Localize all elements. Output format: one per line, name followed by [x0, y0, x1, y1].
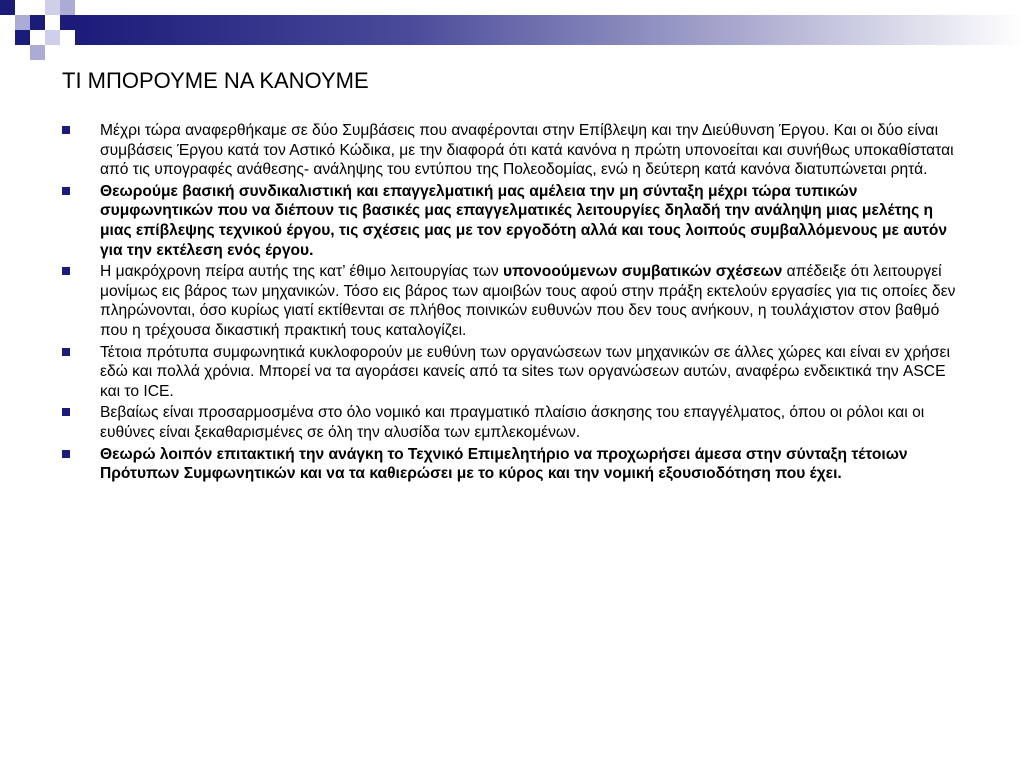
bullet-item — [62, 121, 967, 180]
header-square-decoration — [15, 15, 30, 30]
header-square-decoration — [45, 0, 60, 15]
bullet-text-emphasis: υπονοούμενων συμβατικών σχέσεων — [503, 263, 783, 281]
bullet-square-icon — [62, 267, 70, 275]
bullet-text: Τέτοια πρότυπα συμφωνητικά κυκλοφορούν με ευθύνη των οργανώσεων των μηχανικών σε άλλες χώρες και είναι εν χρήσει εδώ και πολλά χρόνια. Μπορεί να τα αγοράσει κανείς από τα sites των οργανώσεων αυτών, αναφέρω ενδεικτικά την ASCE και το ICE. — [100, 343, 950, 400]
bullet-list — [62, 121, 967, 486]
bullet-item — [62, 445, 967, 484]
header-square-decoration — [15, 30, 30, 45]
slide-title: ΤΙ ΜΠΟΡΟΥΜΕ ΝΑ ΚΑΝΟΥΜΕ — [62, 68, 369, 93]
bullet-square-icon — [62, 348, 70, 356]
bullet-square-icon — [62, 450, 70, 458]
bullet-item — [62, 262, 967, 340]
header-square-decoration — [30, 45, 45, 60]
bullet-text: Βεβαίως είναι προσαρμοσμένα στο όλο νομικό και πραγματικό πλαίσιο άσκησης του επαγγέλματος, όπου οι ρόλοι και οι ευθύνες είναι ξεκαθαρισμένες σε όλη την αλυσίδα των εμπλεκομένων. — [100, 404, 925, 441]
header-square-decoration — [60, 0, 75, 15]
bullet-text: Μέχρι τώρα αναφερθήκαμε σε δύο Συμβάσεις που αναφέρονται στην Επίβλεψη και την Διεύθυνση Έργου. Και οι δύο είναι συμβάσεις Έργου κατά τον Αστικό Κώδικα, με την διαφορά ότι κατά κανόνα η πρώτη υπονοείται και συνήθως υποκαθίσταται από τις υπογραφές ανάθεσης- ανάληψης του εντύπου της Πολεοδομίας, ενώ η δεύτερη κατά κανόνα διατυπώνεται ρητά. — [100, 122, 954, 179]
bullet-item — [62, 343, 967, 402]
header-square-decoration — [30, 15, 45, 30]
bullet-text: Θεωρώ λοιπόν επιτακτική την ανάγκη το Τεχνικό Επιμελητήριο να προχωρήσει άμεσα στην σύνταξη τέτοιων Πρότυπων Συμφωνητικών και να τα καθιερώσει με το κύρος και την νομική εξουσιοδότηση που έχει. — [100, 445, 908, 483]
header-square-decoration — [60, 15, 75, 30]
bullet-text-start: Η μακρόχρονη πείρα αυτής της κατ’ έθιμο λειτουργίας των — [100, 263, 504, 281]
header-square-decoration — [0, 0, 15, 15]
bullet-square-icon — [62, 126, 70, 134]
bullet-text-end: απέδειξε ότι λειτουργεί μονίμως εις βάρος των μηχανικών. Τόσο εις βάρος των αμοιβών τους αφού στην πράξη εκτελούν εργασίες για τις οποίες δεν πληρώνονται, όσο κυρίως γιατί εκτίθενται σε πλήθος ποινικών ευθυνών που δεν τους ανήκουν, η τουλάχιστον στον βαθμό που η τρέχουσα δικαστική πρακτική τους καταλογίζει. — [100, 263, 956, 339]
bullet-text: Θεωρούμε βασική συνδικαλιστική και επαγγελματική μας αμέλεια την μη σύνταξη μέχρι τώρα τυπικών συμφωνητικών που να διέπουν τις βασικές μας επαγγελματικές λειτουργίες δηλαδή την ανάληψη μιας μελέτης η μιας επίβλεψης τεχνικού έργου, τις σχέσεις μας με τον εργοδότη αλλά και τους λοιπούς συμβαλλόμενους με αυτόν για την εκτέλεση ενός έργου. — [100, 182, 948, 259]
bullet-square-icon — [62, 408, 70, 416]
header-gradient-bar — [75, 15, 1024, 45]
bullet-item — [62, 403, 967, 442]
header-square-decoration — [45, 30, 60, 45]
bullet-square-icon — [62, 187, 70, 195]
bullet-item — [62, 182, 967, 260]
